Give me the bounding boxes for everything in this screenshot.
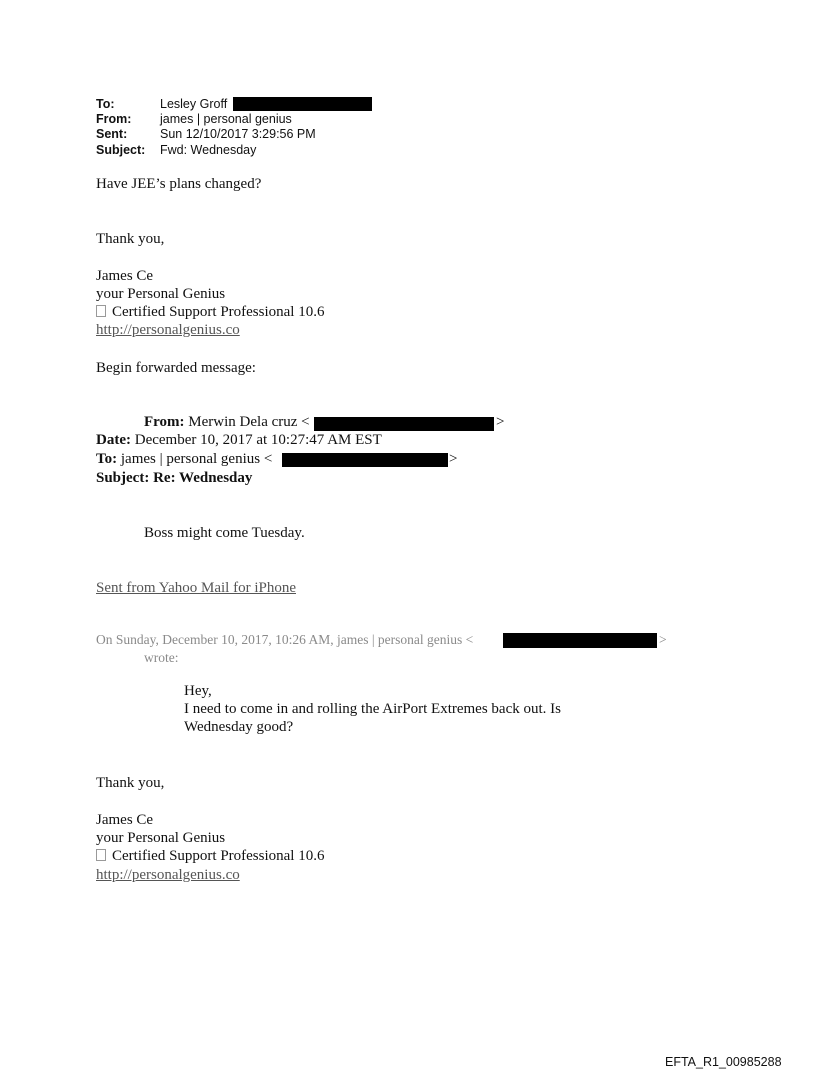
fwd-message-text: Boss might come Tuesday. xyxy=(144,525,305,541)
subject-value: Fwd: Wednesday xyxy=(160,143,257,157)
begin-forwarded-text: Begin forwarded message: xyxy=(96,360,256,376)
from-value: james | personal genius xyxy=(160,112,292,126)
redaction-box xyxy=(314,417,494,431)
to-label: To: xyxy=(96,97,115,111)
signature-url-link[interactable]: http://personalgenius.co xyxy=(96,322,240,338)
quoted-line-1: I need to come in and rolling the AirPort Extremes back out. Is xyxy=(184,701,561,717)
fwd-date-value: December 10, 2017 at 10:27:47 AM EST xyxy=(134,432,382,448)
redaction-box xyxy=(233,97,372,111)
to-value: Lesley Groff xyxy=(160,97,228,111)
fwd-from-value: Merwin Dela cruz < xyxy=(188,414,310,430)
quoted-greeting: Hey, xyxy=(184,683,212,699)
quoted-intro-close: > xyxy=(659,632,667,647)
from-label: From: xyxy=(96,112,132,126)
placeholder-box-icon xyxy=(96,305,106,317)
quoted-signature-title: your Personal Genius xyxy=(96,830,226,846)
sent-from-yahoo-link[interactable]: Sent from Yahoo Mail for iPhone xyxy=(96,580,296,596)
quoted-wrote: wrote: xyxy=(144,650,179,665)
fwd-to-line xyxy=(96,450,272,469)
fwd-date-line xyxy=(96,431,382,450)
question-text: Have JEE’s plans changed? xyxy=(96,176,262,192)
quoted-thanks: Thank you, xyxy=(96,775,165,791)
signature-cert-line xyxy=(96,303,324,322)
fwd-date-label: Date: xyxy=(96,432,131,448)
redaction-box xyxy=(282,453,448,467)
sent-label: Sent: xyxy=(96,127,128,141)
fwd-subject-value: Re: Wednesday xyxy=(153,470,253,486)
signature-title: your Personal Genius xyxy=(96,286,226,302)
redaction-box xyxy=(503,633,657,648)
subject-label: Subject: xyxy=(96,143,146,157)
thanks-text: Thank you, xyxy=(96,231,165,247)
quoted-signature-cert: Certified Support Professional 10.6 xyxy=(112,848,325,864)
quoted-line-2: Wednesday good? xyxy=(184,719,294,735)
fwd-to-value: james | personal genius < xyxy=(120,451,273,467)
signature-name: James Ce xyxy=(96,268,154,284)
sent-value: Sun 12/10/2017 3:29:56 PM xyxy=(160,127,316,141)
fwd-to-close: > xyxy=(449,451,458,467)
placeholder-box-icon xyxy=(96,849,106,861)
quoted-signature-name: James Ce xyxy=(96,812,154,828)
quoted-intro: On Sunday, December 10, 2017, 10:26 AM, james | personal genius < xyxy=(96,632,474,647)
fwd-from-label: From: xyxy=(144,414,185,430)
quoted-signature-url-link[interactable]: http://personalgenius.co xyxy=(96,867,240,883)
fwd-subject-label: Subject: xyxy=(96,470,150,486)
fwd-subject-line xyxy=(96,469,252,488)
fwd-to-label: To: xyxy=(96,451,118,467)
fwd-from-line xyxy=(144,413,310,432)
document-id: EFTA_R1_00985288 xyxy=(665,1055,782,1069)
signature-cert: Certified Support Professional 10.6 xyxy=(112,304,325,320)
fwd-from-close: > xyxy=(496,414,505,430)
quoted-signature-cert-line xyxy=(96,847,324,866)
